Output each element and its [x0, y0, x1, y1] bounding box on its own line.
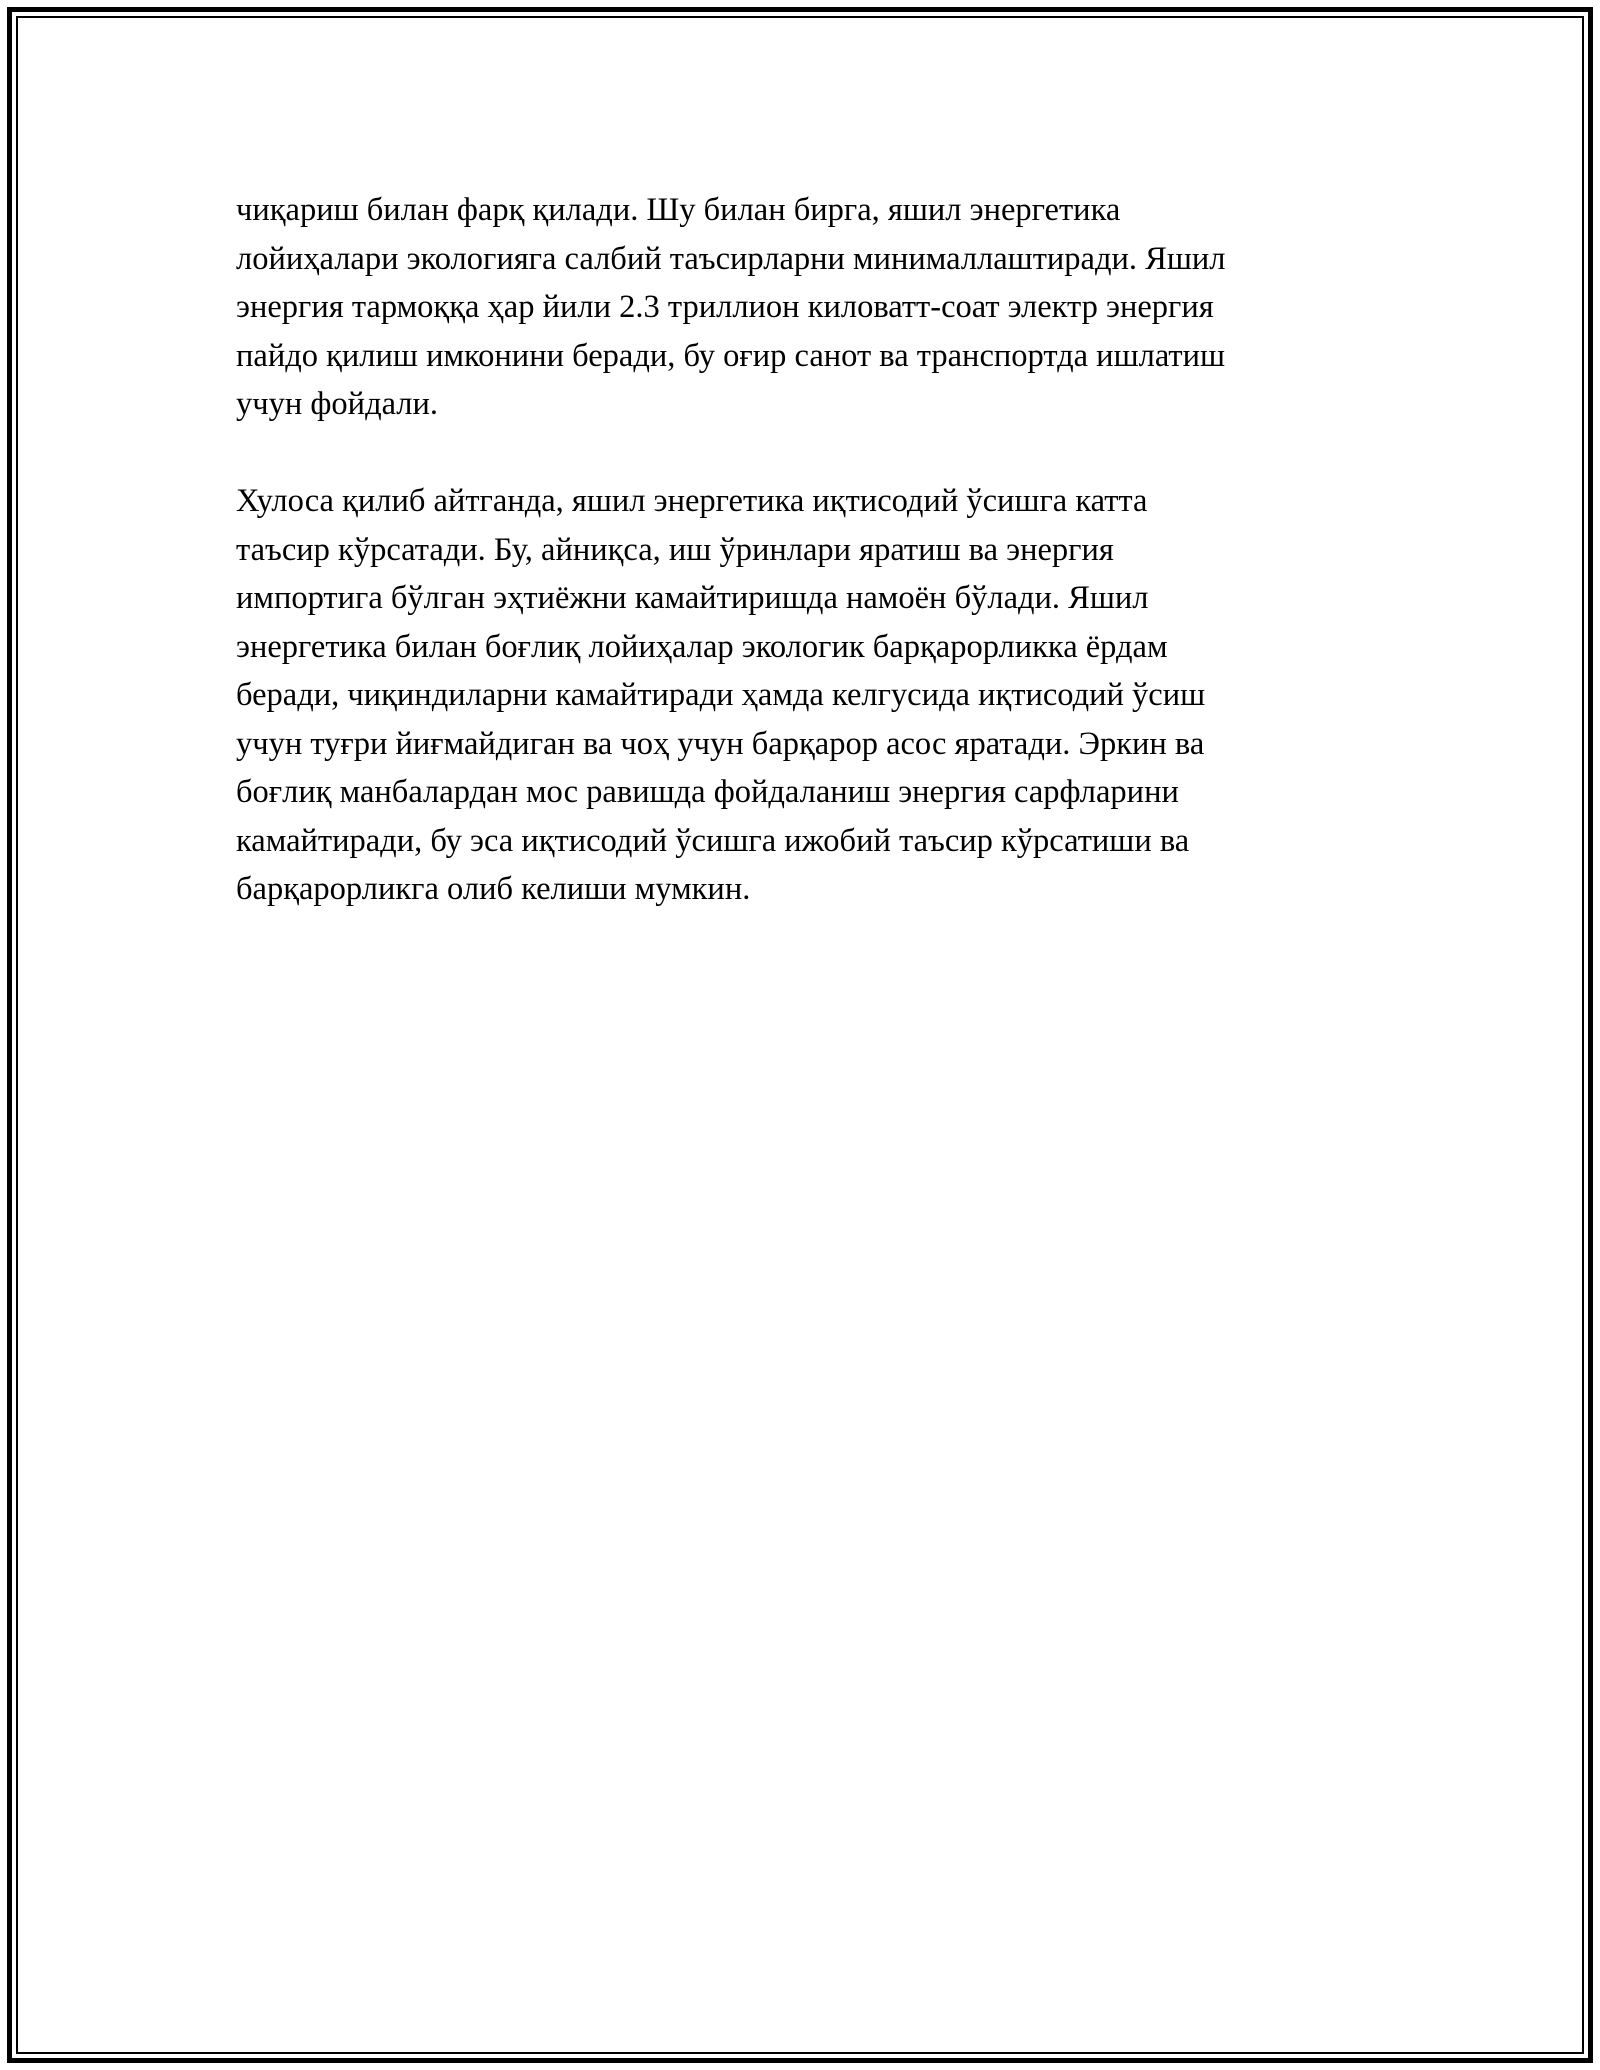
- text-line: чиқариш билан фарқ қилади. Шу билан бирга, яшил энергетика: [236, 192, 1121, 228]
- text-line: пайдо қилиш имконини беради, бу оғир санот ва транспортда ишлатиш: [236, 337, 1226, 374]
- paragraph-2: [236, 477, 1366, 914]
- text-line: учун туғри йиғмайдиган ва чоҳ учун барқарор асос яратади. Эркин ва: [236, 725, 1205, 762]
- document-body: [236, 186, 1366, 914]
- text-line: беради, чиқиндиларни камайтиради ҳамда келгусида иқтисодий ўсиш: [236, 677, 1206, 713]
- text-line: учун фойдали.: [236, 386, 439, 422]
- text-line: энергетика билан боғлиқ лойиҳалар экологик барқарорликка ёрдам: [236, 628, 1168, 665]
- text-line: Хулоса қилиб айтганда, яшил энергетика иқтисодий ўсишга катта: [236, 483, 1148, 519]
- text-line: камайтиради, бу эса иқтисодий ўсишга ижобий таъсир кўрсатиши ва: [236, 822, 1190, 859]
- text-line: таъсир кўрсатади. Бу, айниқса, иш ўринлари яратиш ва энергия: [236, 531, 1114, 568]
- text-line: лойиҳалари экологияга салбий таъсирларни минималлаштиради. Яшил: [236, 240, 1226, 277]
- text-line: энергия тармоққа ҳар йили 2.3 триллион киловатт-соат электр энергия: [236, 289, 1214, 325]
- paragraph-1: [236, 186, 1366, 429]
- text-line: импортига бўлган эҳтиёжни камайтиришда намоён бўлади. Яшил: [236, 580, 1149, 616]
- text-line: барқарорликга олиб келиши мумкин.: [236, 871, 751, 907]
- text-line: боғлиқ манбалардан мос равишда фойдаланиш энергия сарфларини: [236, 774, 1179, 810]
